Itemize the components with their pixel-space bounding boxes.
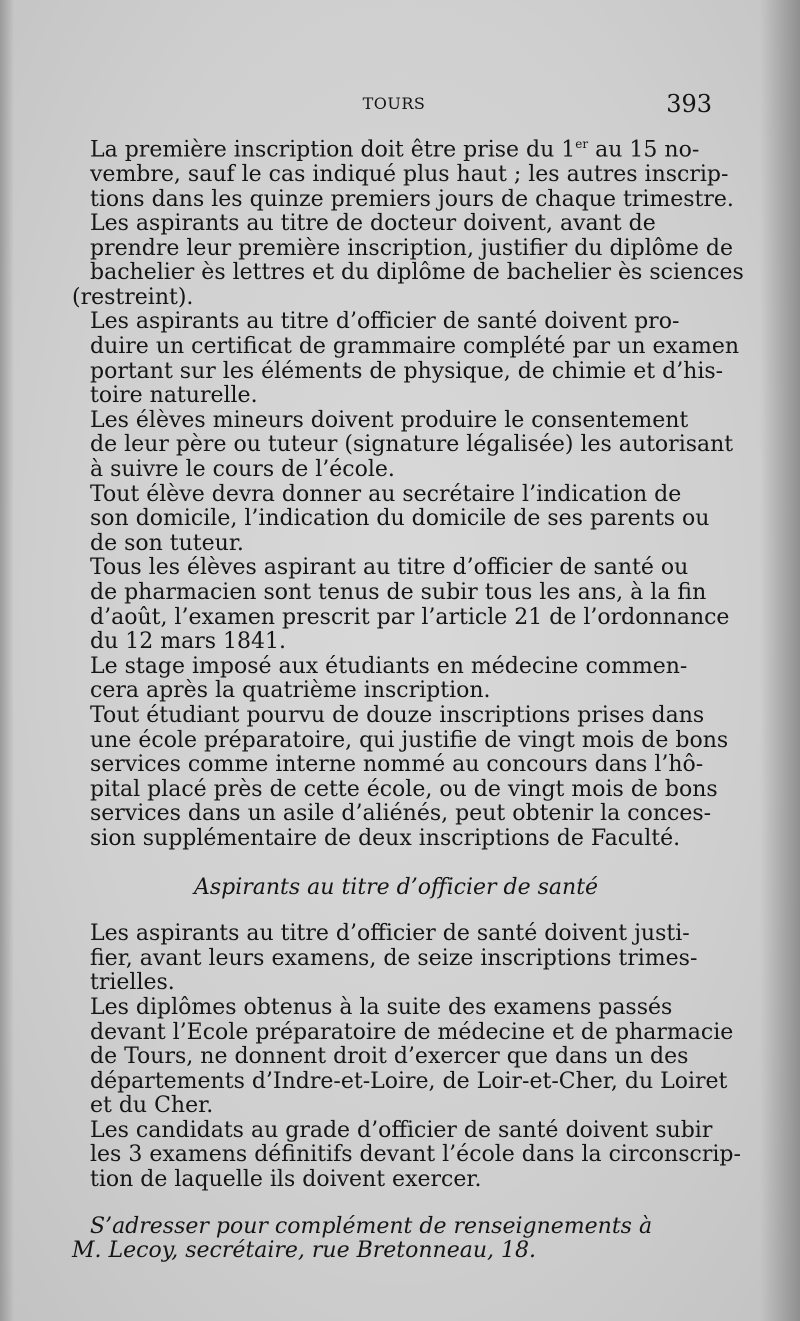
text-line: services dans un asile d’aliénés, peut obtenir la conces- (90, 801, 712, 827)
text-line: départements d’Indre-et-Loire, de Loir-et-Cher, du Loiret (90, 1068, 728, 1094)
text-line: Tous les élèves aspirant au titre d’officier de santé ou (90, 555, 689, 581)
text-line: services comme interne nommé au concours dans l’hô- (90, 752, 704, 778)
text-line: Les aspirants au titre d’officier de santé doivent pro- (90, 309, 680, 335)
text-line: à suivre le cours de l’école. (90, 457, 395, 483)
text-line: vembre, sauf le cas indiqué plus haut ; les autres inscrip- (90, 161, 729, 187)
text-line: sion supplémentaire de deux inscriptions de Faculté. (90, 825, 681, 851)
text-line: devant l’Ecole préparatoire de médecine et de pharmacie (90, 1019, 734, 1045)
page-number: 393 (666, 90, 712, 118)
text-line: de leur père ou tuteur (signature légalisée) les autorisant (90, 432, 734, 458)
running-title: TOURS (362, 94, 426, 113)
text-line: les 3 examens définitifs devant l’école dans la circonscrip- (90, 1142, 741, 1168)
text-line: de son tuteur. (90, 530, 244, 556)
text-line: portant sur les éléments de physique, de chimie et d’his- (90, 358, 724, 384)
paragraph-stage (72, 655, 720, 704)
text-line: duire un certificat de grammaire complété par un examen (90, 334, 740, 360)
text-line: Les élèves mineurs doivent produire le consentement (90, 407, 689, 433)
text-line: S’adresser pour complément de renseignements à (90, 1213, 653, 1239)
paragraph-domicile (72, 483, 720, 557)
body-text (72, 132, 744, 1264)
paragraph-seize-inscriptions (72, 922, 720, 996)
text-line: Les aspirants au titre de docteur doivent, avant de (90, 211, 656, 237)
paragraph-mineurs (72, 407, 734, 483)
text-line: fier, avant leurs examens, de seize inscriptions trimes- (90, 945, 698, 971)
page-shadow-left (0, 0, 14, 1321)
text-line: Tout élève devra donner au secrétaire l’indication de (90, 481, 682, 507)
text-line: de Tours, ne donnent droit d’exercer que dans un des (90, 1044, 689, 1070)
text-line: et du Cher. (90, 1093, 214, 1119)
page-header (76, 90, 712, 120)
paragraph-candidats (72, 1117, 741, 1193)
page-shadow-right (760, 0, 800, 1321)
paragraph-inscriptions (72, 132, 734, 212)
text-line: cera après la quatrième inscription. (90, 678, 491, 704)
paragraph-concession (72, 702, 729, 852)
text-line: tion de laquelle ils doivent exercer. (90, 1167, 482, 1193)
text-line: (restreint). (72, 284, 194, 310)
text-line: de pharmacien sont tenus de subir tous les ans, à la fin (90, 580, 707, 606)
text-line: bachelier ès lettres et du diplôme de bachelier ès sciences (90, 260, 744, 286)
text-line: d’août, l’examen prescrit par l’article 21 de l’ordonnance (90, 604, 730, 630)
section-heading: Aspirants au titre d’officier de santé (193, 874, 599, 900)
text-line: La première inscription doit être prise du 1er au 15 no- (90, 137, 700, 163)
text-line: tions dans les quinze premiers jours de chaque trimestre. (90, 186, 734, 212)
closing-note (72, 1215, 720, 1264)
text-line: Les aspirants au titre d’officier de santé doivent justi- (90, 921, 690, 947)
text-line: Les candidats au grade d’officier de santé doivent subir (90, 1117, 713, 1143)
text-line: une école préparatoire, qui justifie de vingt mois de bons (90, 727, 729, 753)
paragraph-examen (72, 555, 730, 655)
text-line: Le stage imposé aux étudiants en médecine commen- (90, 653, 688, 679)
paragraph-docteur (72, 211, 744, 310)
text-line: M. Lecoy, secrétaire, rue Bretonneau, 18. (72, 1238, 536, 1264)
text-line: trielles. (90, 970, 175, 996)
paragraph-diplomes (72, 994, 734, 1119)
text-line: Les diplômes obtenus à la suite des examens passés (90, 994, 673, 1020)
text-line: toire naturelle. (90, 383, 258, 409)
text-line: son domicile, l’indication du domicile de ses parents ou (90, 506, 710, 532)
text-line: prendre leur première inscription, justifier du diplôme de (90, 235, 733, 261)
text-line: pital placé près de cette école, ou de vingt mois de bons (90, 776, 718, 802)
spacer (72, 1193, 720, 1215)
text-line: Tout étudiant pourvu de douze inscriptions prises dans (90, 702, 705, 728)
text-line: du 12 mars 1841. (90, 629, 286, 655)
paragraph-officier (72, 309, 740, 409)
